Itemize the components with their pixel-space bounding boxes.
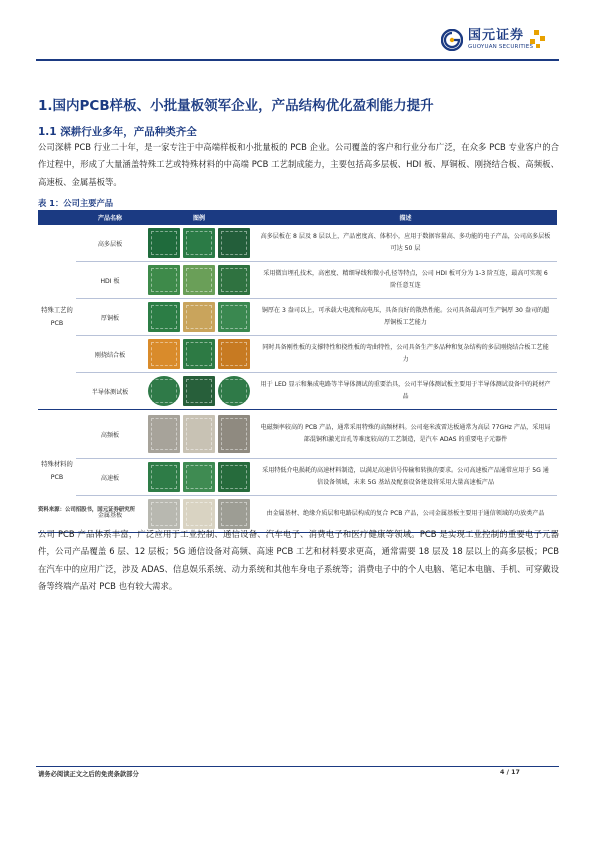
table-title: 表 1：公司主要产品: [38, 198, 114, 208]
product-name: 高多层板: [76, 225, 144, 262]
high-frequency-pcb-image: [148, 415, 250, 453]
product-name: 高速板: [76, 459, 144, 496]
footer-divider: [36, 766, 559, 767]
product-name: HDI 板: [76, 262, 144, 299]
product-name: 金属基板: [76, 496, 144, 533]
body-paragraph: 公司 PCB 产品体系丰富，广泛应用于工业控制、通信设备、汽车电子、消费电子和医疗健康等领域。PCB 是实现工业控制的重要电子元器件，公司产品覆盖 6 层、12 层板；5G 通信设备对高频、高速 PCB 工艺和材料要求更高，通常需要 18 层及 18 层以上的高多层板；PCB 在汽车中的应用广泛，涉及 ADAS、信息娱乐系统、动力系统和其他车身电子系统等；消费电子中的个人电脑、笔记本电脑、手机、可穿戴设备等终端产品对 PCB 也有较大需求。: [38, 529, 559, 592]
category-special-process: 特殊工艺的PCB: [38, 225, 76, 410]
table-row: [38, 410, 557, 459]
product-description: 由金属基材、绝缘介质层和电路层构成的复合 PCB 产品，公司金属基板主要用于通信领域的功放类产品: [254, 496, 557, 533]
high-speed-pcb-image: [148, 462, 250, 492]
hdi-pcb-image: [148, 265, 250, 295]
product-description: 用于 LED 显示和集成电路等半导体测试的重要治具，公司半导体测试板主要用于半导体测试设备中的耗材产品: [254, 373, 557, 410]
product-image-cell: [144, 225, 254, 262]
table-row: [38, 299, 557, 336]
semiconductor-test-board-image: [148, 376, 250, 406]
table-row: [38, 373, 557, 410]
product-image-cell: [144, 373, 254, 410]
table-row: [38, 336, 557, 373]
table-header-row: [38, 210, 557, 225]
product-image-cell: [144, 262, 254, 299]
header-divider: [36, 59, 559, 61]
table-row: [38, 459, 557, 496]
logo-chinese-name: 国元证券: [468, 28, 525, 43]
metal-base-pcb-image: [148, 499, 250, 529]
product-table: [38, 210, 557, 533]
intro-paragraph: 公司深耕 PCB 行业二十年，是一家专注于中高端样板和小批量板的 PCB 企业。公司覆盖的客户和行业分布广泛，在众多 PCB 专业客户的合作过程中，形成了大量涵盖特殊工艺或特殊材料的中高端 PCB 工艺制成能力，主要包括高多层板、HDI 板、厚铜板、刚挠结合板、高频板、高速板、金属基板等。: [38, 142, 559, 187]
product-image-cell: [144, 459, 254, 496]
guoyuan-logo-icon: [441, 29, 463, 51]
table-row: [38, 225, 557, 262]
table-header-image: 图例: [144, 210, 254, 225]
product-image-cell: [144, 299, 254, 336]
heavy-copper-pcb-image: [148, 302, 250, 332]
table-header-desc: 描述: [254, 210, 557, 225]
table-row: [38, 262, 557, 299]
section-title: 1.国内PCB样板、小批量板领军企业，产品结构优化盈利能力提升: [38, 98, 434, 114]
product-image-cell: [144, 410, 254, 459]
table-header-empty: [38, 210, 76, 225]
category-special-material: 特殊材料的PCB: [38, 410, 76, 533]
table-source: 资料来源：公司招股书，国元证券研究所: [38, 507, 136, 513]
product-description: 采用微盲埋孔技术，高密度、精细导线和微小孔径等特点，公司 HDI 板可分为 1-3 阶互连，最高可实现 6 阶任意互连: [254, 262, 557, 299]
product-description: 电磁频率较高的 PCB 产品，通常采用特殊的高频材料。公司毫米波雷达板通常为高层 77GHz 产品，采用局部混铜和激光盲孔等难度较高的工艺制造，是汽车 ADAS 的重要电子元器件: [254, 410, 557, 459]
product-description: 铜厚在 3 盎司以上，可承载大电流和高电压，具备良好的散热性能。公司具备最高可生产铜厚 30 盎司的超厚铜板工艺能力: [254, 299, 557, 336]
product-name: 刚挠结合板: [76, 336, 144, 373]
logo-english-name: GUOYUAN SECURITIES: [468, 44, 534, 50]
footer-disclaimer: 请务必阅读正文之后的免责条款部分: [38, 771, 139, 778]
multilayer-pcb-image: [148, 228, 250, 258]
product-description: 同时具备刚性板的支撑特性和挠性板的弯曲特性，公司具备生产多品种和复杂结构的多层刚挠结合板工艺能力: [254, 336, 557, 373]
product-name: 厚铜板: [76, 299, 144, 336]
logo-decoration-icon: [524, 30, 546, 52]
rigid-flex-pcb-image: [148, 339, 250, 369]
product-name: 高频板: [76, 410, 144, 459]
product-description: 高多层板在 8 层及 8 层以上，产品密度高、体积小，应用于数据容量高、多功能的电子产品，公司高多层板可达 50 层: [254, 225, 557, 262]
product-description: 采用特低介电损耗的高速材料制造，以满足高速信号传输和转换的要求。公司高速板产品通常应用于 5G 通信设备领域，未来 5G 基站及配套设备建设将采用大量高速板产品: [254, 459, 557, 496]
table-header-name: 产品名称: [76, 210, 144, 225]
product-image-cell: [144, 336, 254, 373]
subsection-title: 1.1 深耕行业多年，产品种类齐全: [38, 126, 197, 138]
page-number: 4 / 17: [500, 769, 520, 776]
product-name: 半导体测试板: [76, 373, 144, 410]
